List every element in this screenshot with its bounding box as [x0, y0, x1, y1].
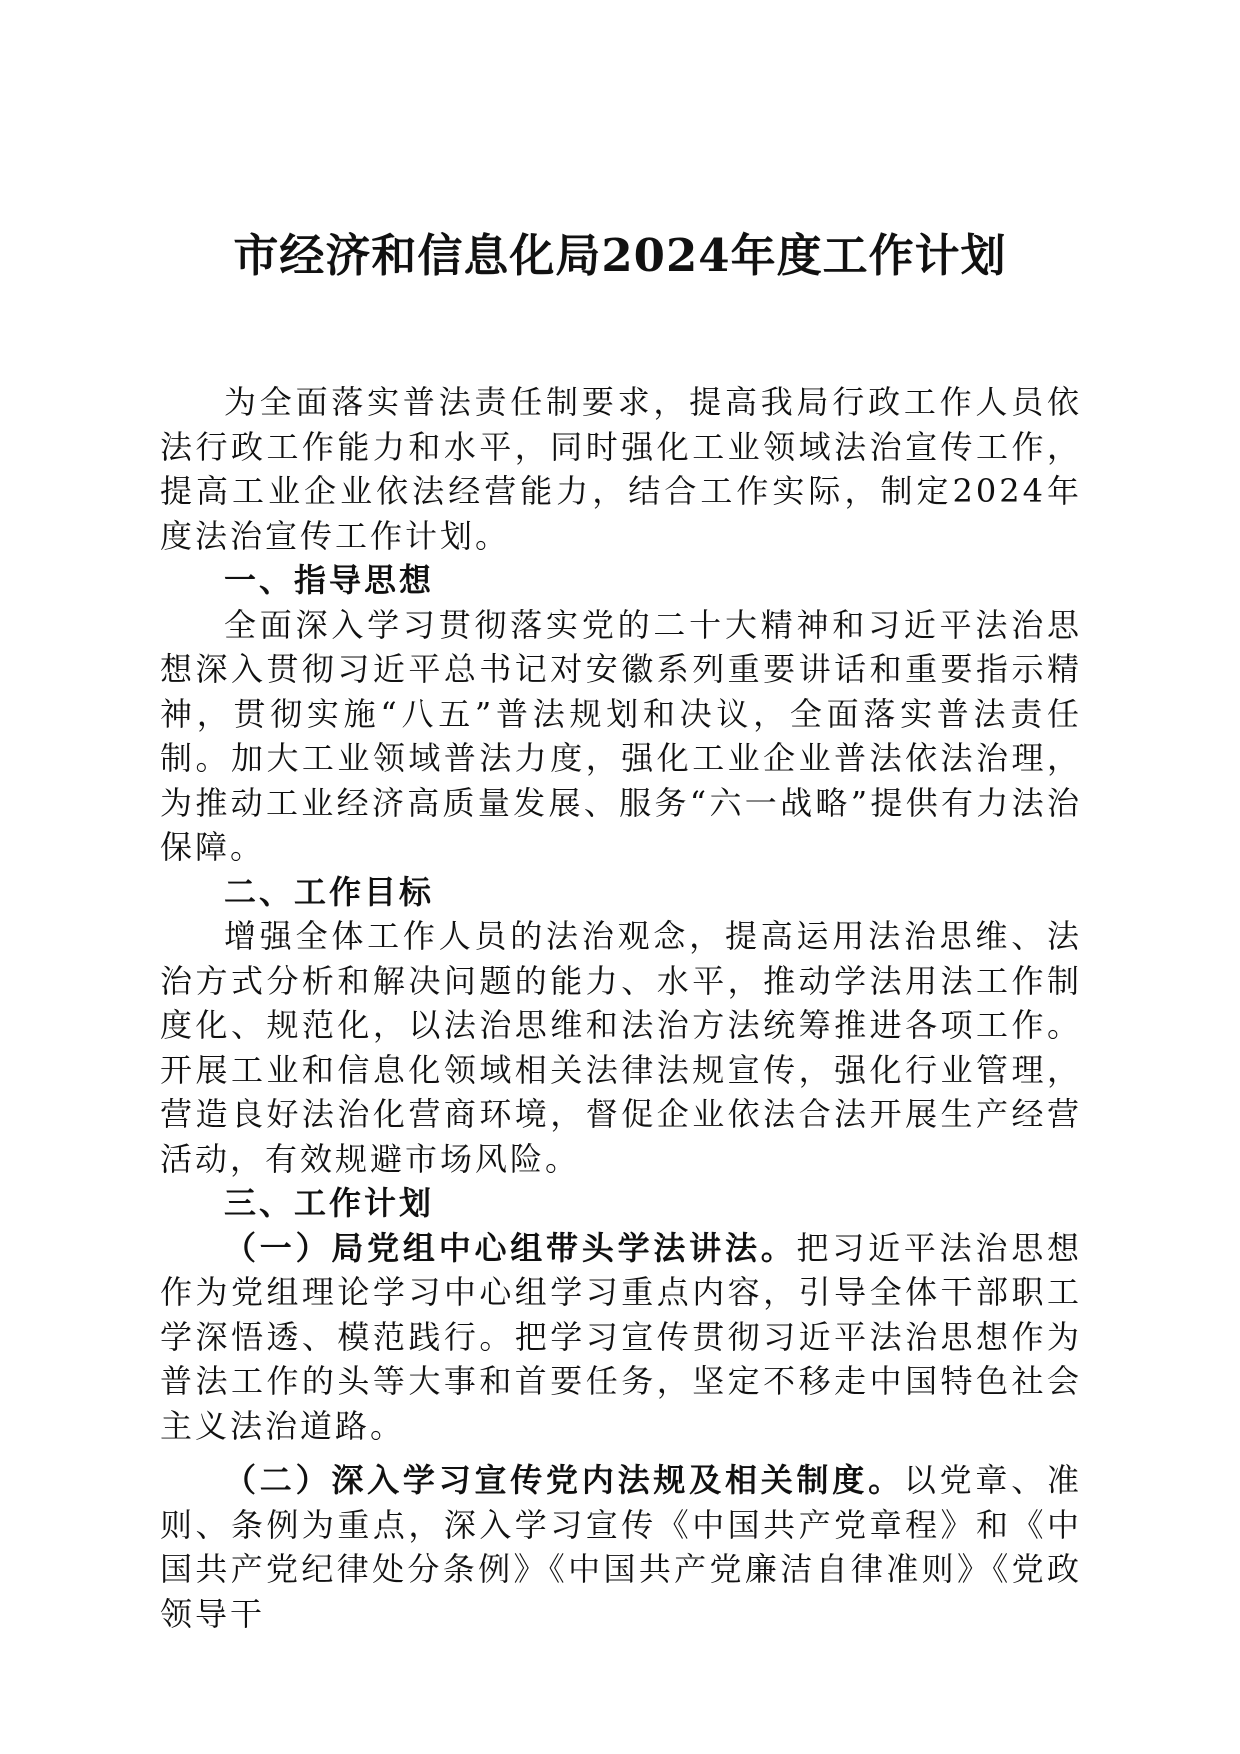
section-paragraph-guiding-ideology: 全面深入学习贯彻落实党的二十大精神和习近平法治思想深入贯彻习近平总书记对安徽系列重要讲话和重要指示精神，贯彻实施“八五”普法规划和决议，全面落实普法责任制。加大工业领域普法力度，强化工业企业普法依法治理，为推动工业经济高质量发展、服务“六一战略”提供有力法治保障。 — [160, 605, 1082, 866]
document-title: 市经济和信息化局2024年度工作计划 — [233, 229, 1007, 282]
section-heading-guiding-ideology: 一、指导思想 — [224, 561, 435, 599]
plan-item-2 — [160, 1458, 1082, 1636]
section-heading-work-goals: 二、工作目标 — [224, 872, 435, 911]
document-body — [160, 380, 1082, 1636]
paragraph-gap — [160, 1448, 1082, 1458]
intro-paragraph: 为全面落实普法责任制要求，提高我局行政工作人员依法行政工作能力和水平，同时强化工业领域法治宣传工作，提高工业企业依法经营能力，结合工作实际，制定2024年度法治宣传工作计划。 — [160, 383, 1082, 555]
section-paragraph-work-goals: 增强全体工作人员的法治观念，提高运用法治思维、法治方式分析和解决问题的能力、水平，推动学法用法工作制度化、规范化，以法治思维和法治方法统筹推进各项工作。开展工业和信息化领域相关法律法规宣传，强化行业管理，营造良好法治化营商环境，督促企业依法合法开展生产经营活动，有效规避市场风险。 — [160, 917, 1082, 1178]
section-heading-work-plan: 三、工作计划 — [224, 1184, 435, 1222]
plan-item-1-text: 把习近平法治思想作为党组理论学习中心组学习重点内容，引导全体干部职工学深悟透、模范践行。把学习宣传贯彻习近平法治思想作为普法工作的头等大事和首要任务，坚定不移走中国特色社会主义法治道路。 — [160, 1228, 1082, 1445]
plan-item-1 — [160, 1226, 1082, 1449]
plan-item-1-lead: （一）局党组中心组带头学法讲法。 — [224, 1228, 797, 1267]
plan-item-2-text: 以党章、准则、条例为重点，深入学习宣传《中国共产党章程》和《中国共产党纪律处分条例》《中国共产党廉洁自律准则》《党政领导干 — [160, 1461, 1082, 1633]
plan-item-2-lead: （二）深入学习宣传党内法规及相关制度。 — [224, 1461, 904, 1499]
